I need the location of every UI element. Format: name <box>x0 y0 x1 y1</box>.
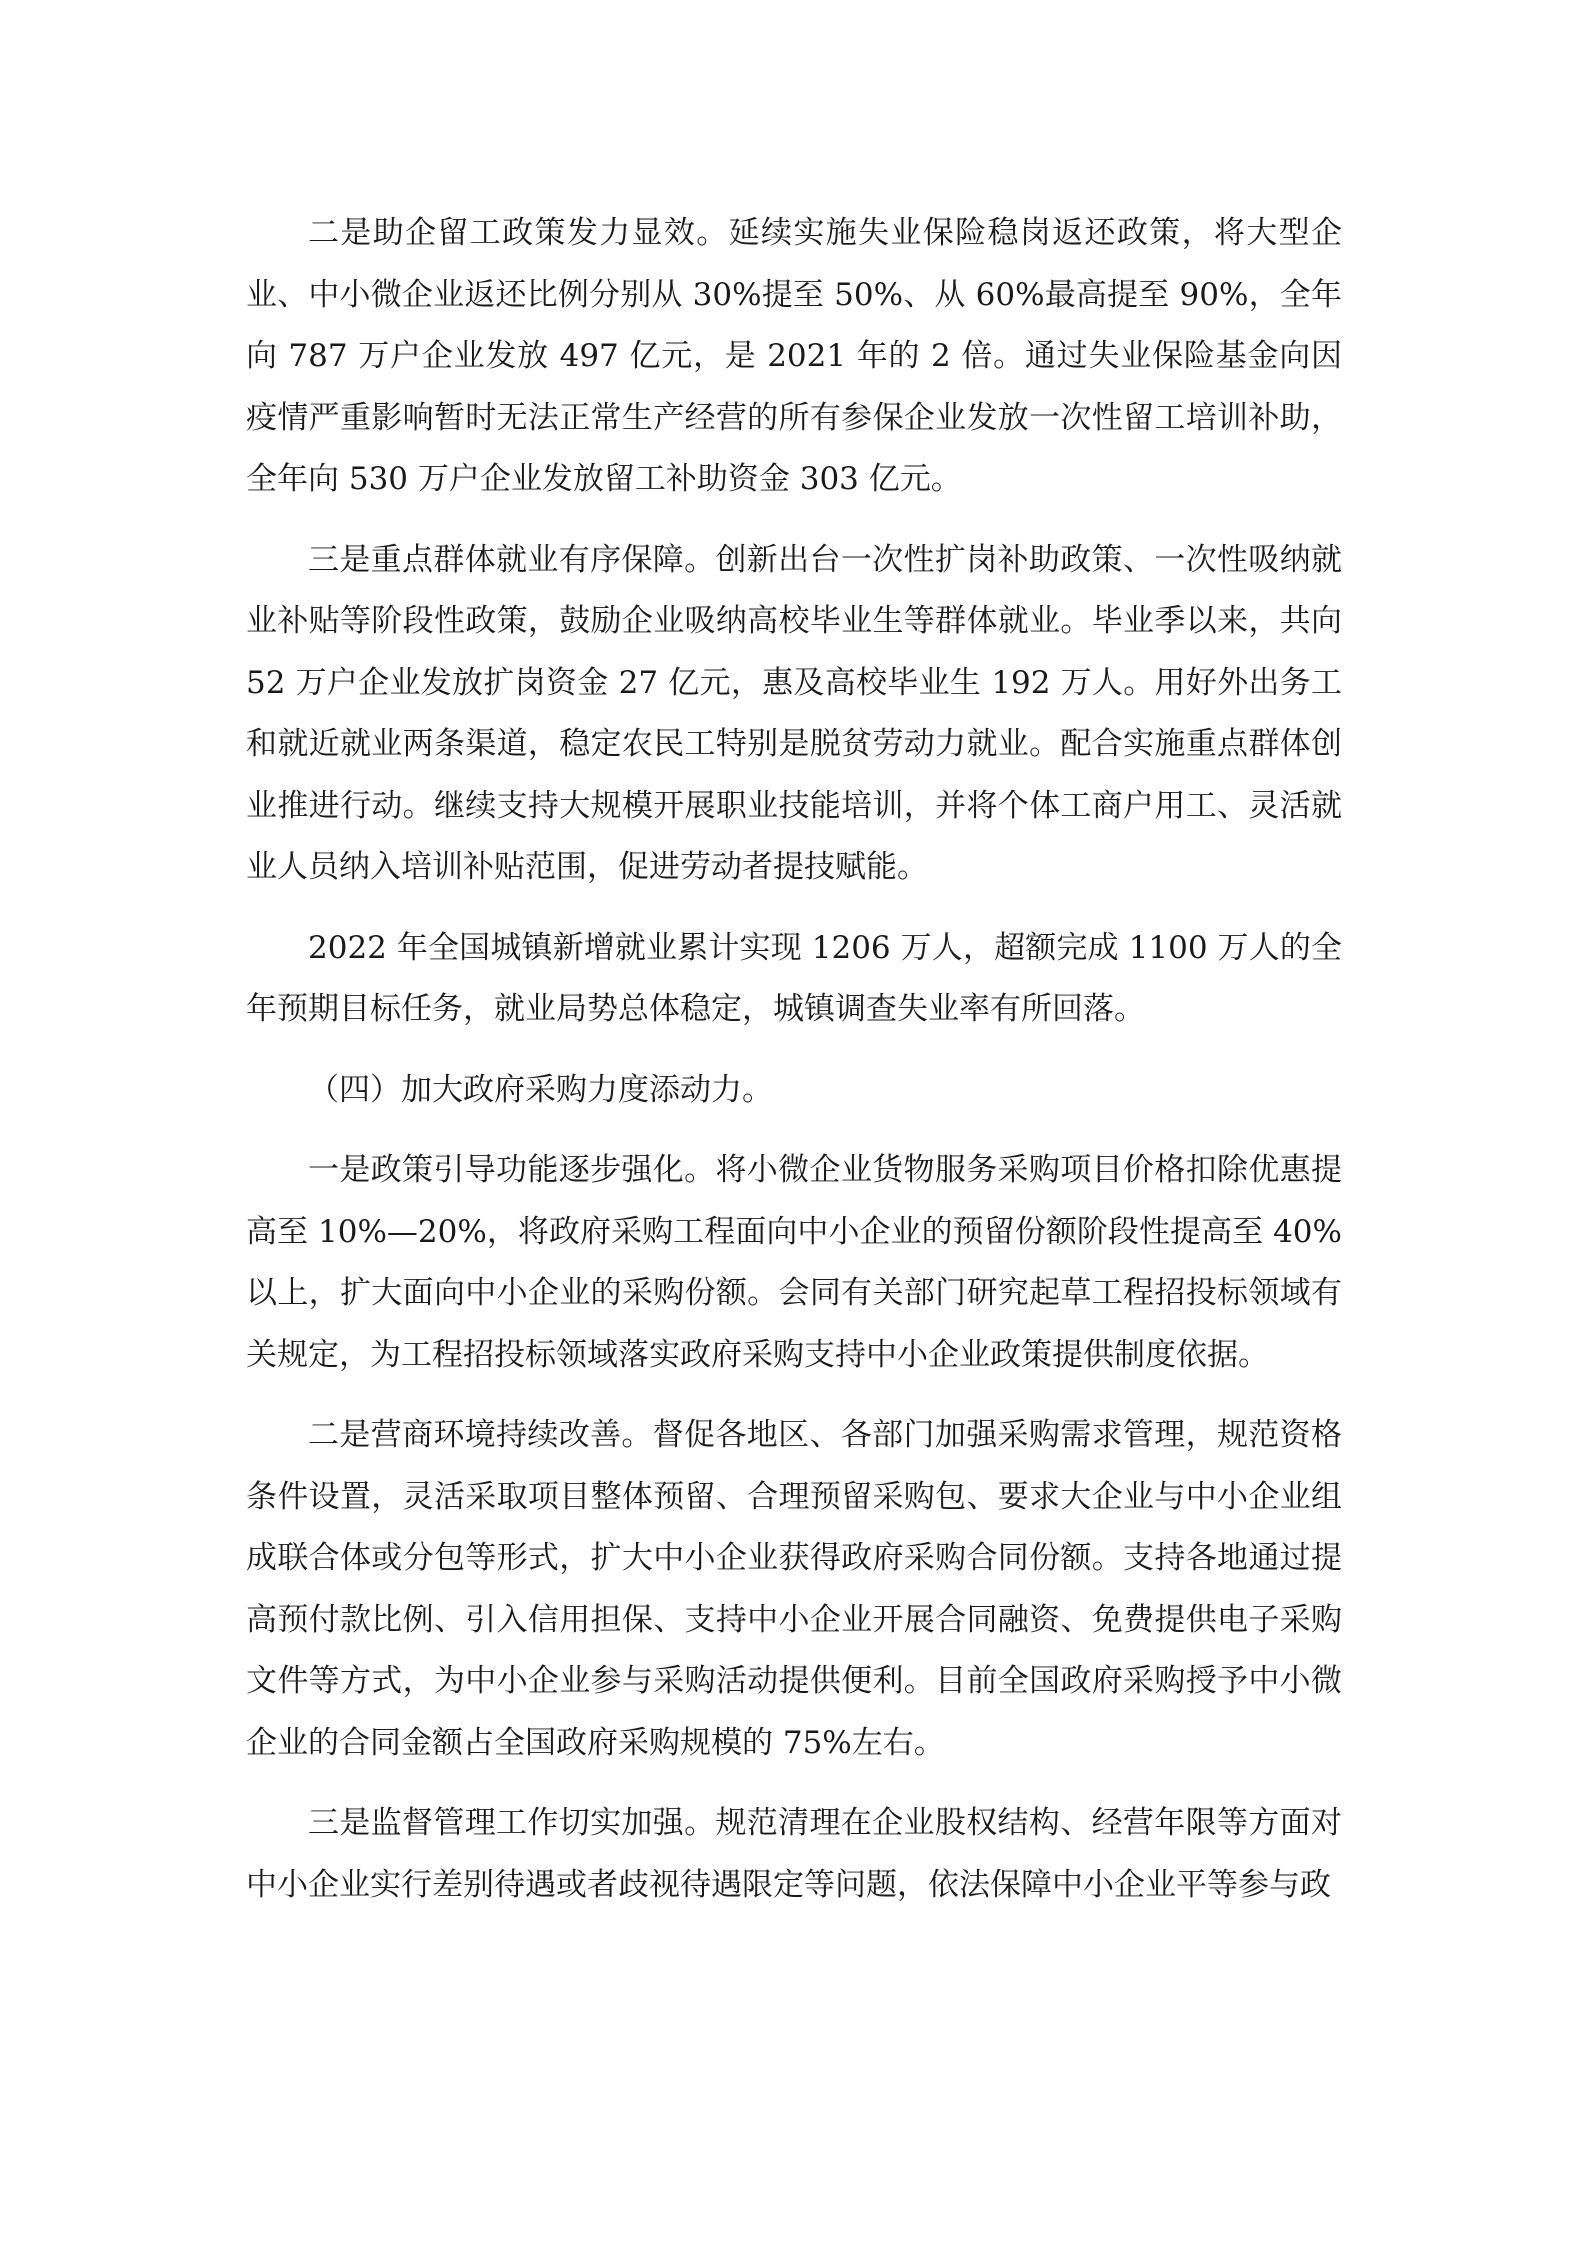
paragraph-employment-summary: 2022 年全国城镇新增就业累计实现 1206 万人，超额完成 1100 万人的全年预期目标任务，就业局势总体稳定，城镇调查失业率有所回落。 <box>246 929 1342 1027</box>
document-body <box>246 203 1342 1935</box>
section-heading: （四）加大政府采购力度添动力。 <box>308 1071 773 1108</box>
paragraph-business-environment: 二是营商环境持续改善。督促各地区、各部门加强采购需求管理，规范资格条件设置，灵活采取项目整体预留、合理预留采购包、要求大企业与中小企业组成联合体或分包等形式，扩大中小企业获得政府采购合同份额。支持各地通过提高预付款比例、引入信用担保、支持中小企业开展合同融资、免费提供电子采购文件等方式，为中小企业参与采购活动提供便利。目前全国政府采购授予中小微企业的合同金额占全国政府采购规模的 75%左右。 <box>246 1417 1342 1761</box>
paragraph-employment-retention: 二是助企留工政策发力显效。延续实施失业保险稳岗返还政策，将大型企业、中小微企业返还比例分别从 30%提至 50%、从 60%最高提至 90%，全年向 787 万户企业发放 497 亿元，是 2021 年的 2 倍。通过失业保险基金向因疫情严重影响暂时无法正常生产经营的所有参保企业发放一次性留工培训补助，全年向 530 万户企业发放留工补助资金 303 亿元。 <box>246 215 1342 497</box>
paragraph-policy-guidance: 一是政策引导功能逐步强化。将小微企业货物服务采购项目价格扣除优惠提高至 10%—20%，将政府采购工程面向中小企业的预留份额阶段性提高至 40%以上，扩大面向中小企业的采购份额。会同有关部门研究起草工程招投标领域有关规定，为工程招投标领域落实政府采购支持中小企业政策提供制度依据。 <box>246 1152 1342 1373</box>
paragraph-supervision: 三是监督管理工作切实加强。规范清理在企业股权结构、经营年限等方面对中小企业实行差别待遇或者歧视待遇限定等问题，依法保障中小企业平等参与政 <box>246 1805 1342 1903</box>
paragraph-key-groups-employment: 三是重点群体就业有序保障。创新出台一次性扩岗补助政策、一次性吸纳就业补贴等阶段性政策，鼓励企业吸纳高校毕业生等群体就业。毕业季以来，共向 52 万户企业发放扩岗资金 27 亿元，惠及高校毕业生 192 万人。用好外出务工和就近就业两条渠道，稳定农民工特别是脱贫劳动力就业。配合实施重点群体创业推进行动。继续支持大规模开展职业技能培训，并将个体工商户用工、灵活就业人员纳入培训补贴范围，促进劳动者提技赋能。 <box>246 541 1342 885</box>
